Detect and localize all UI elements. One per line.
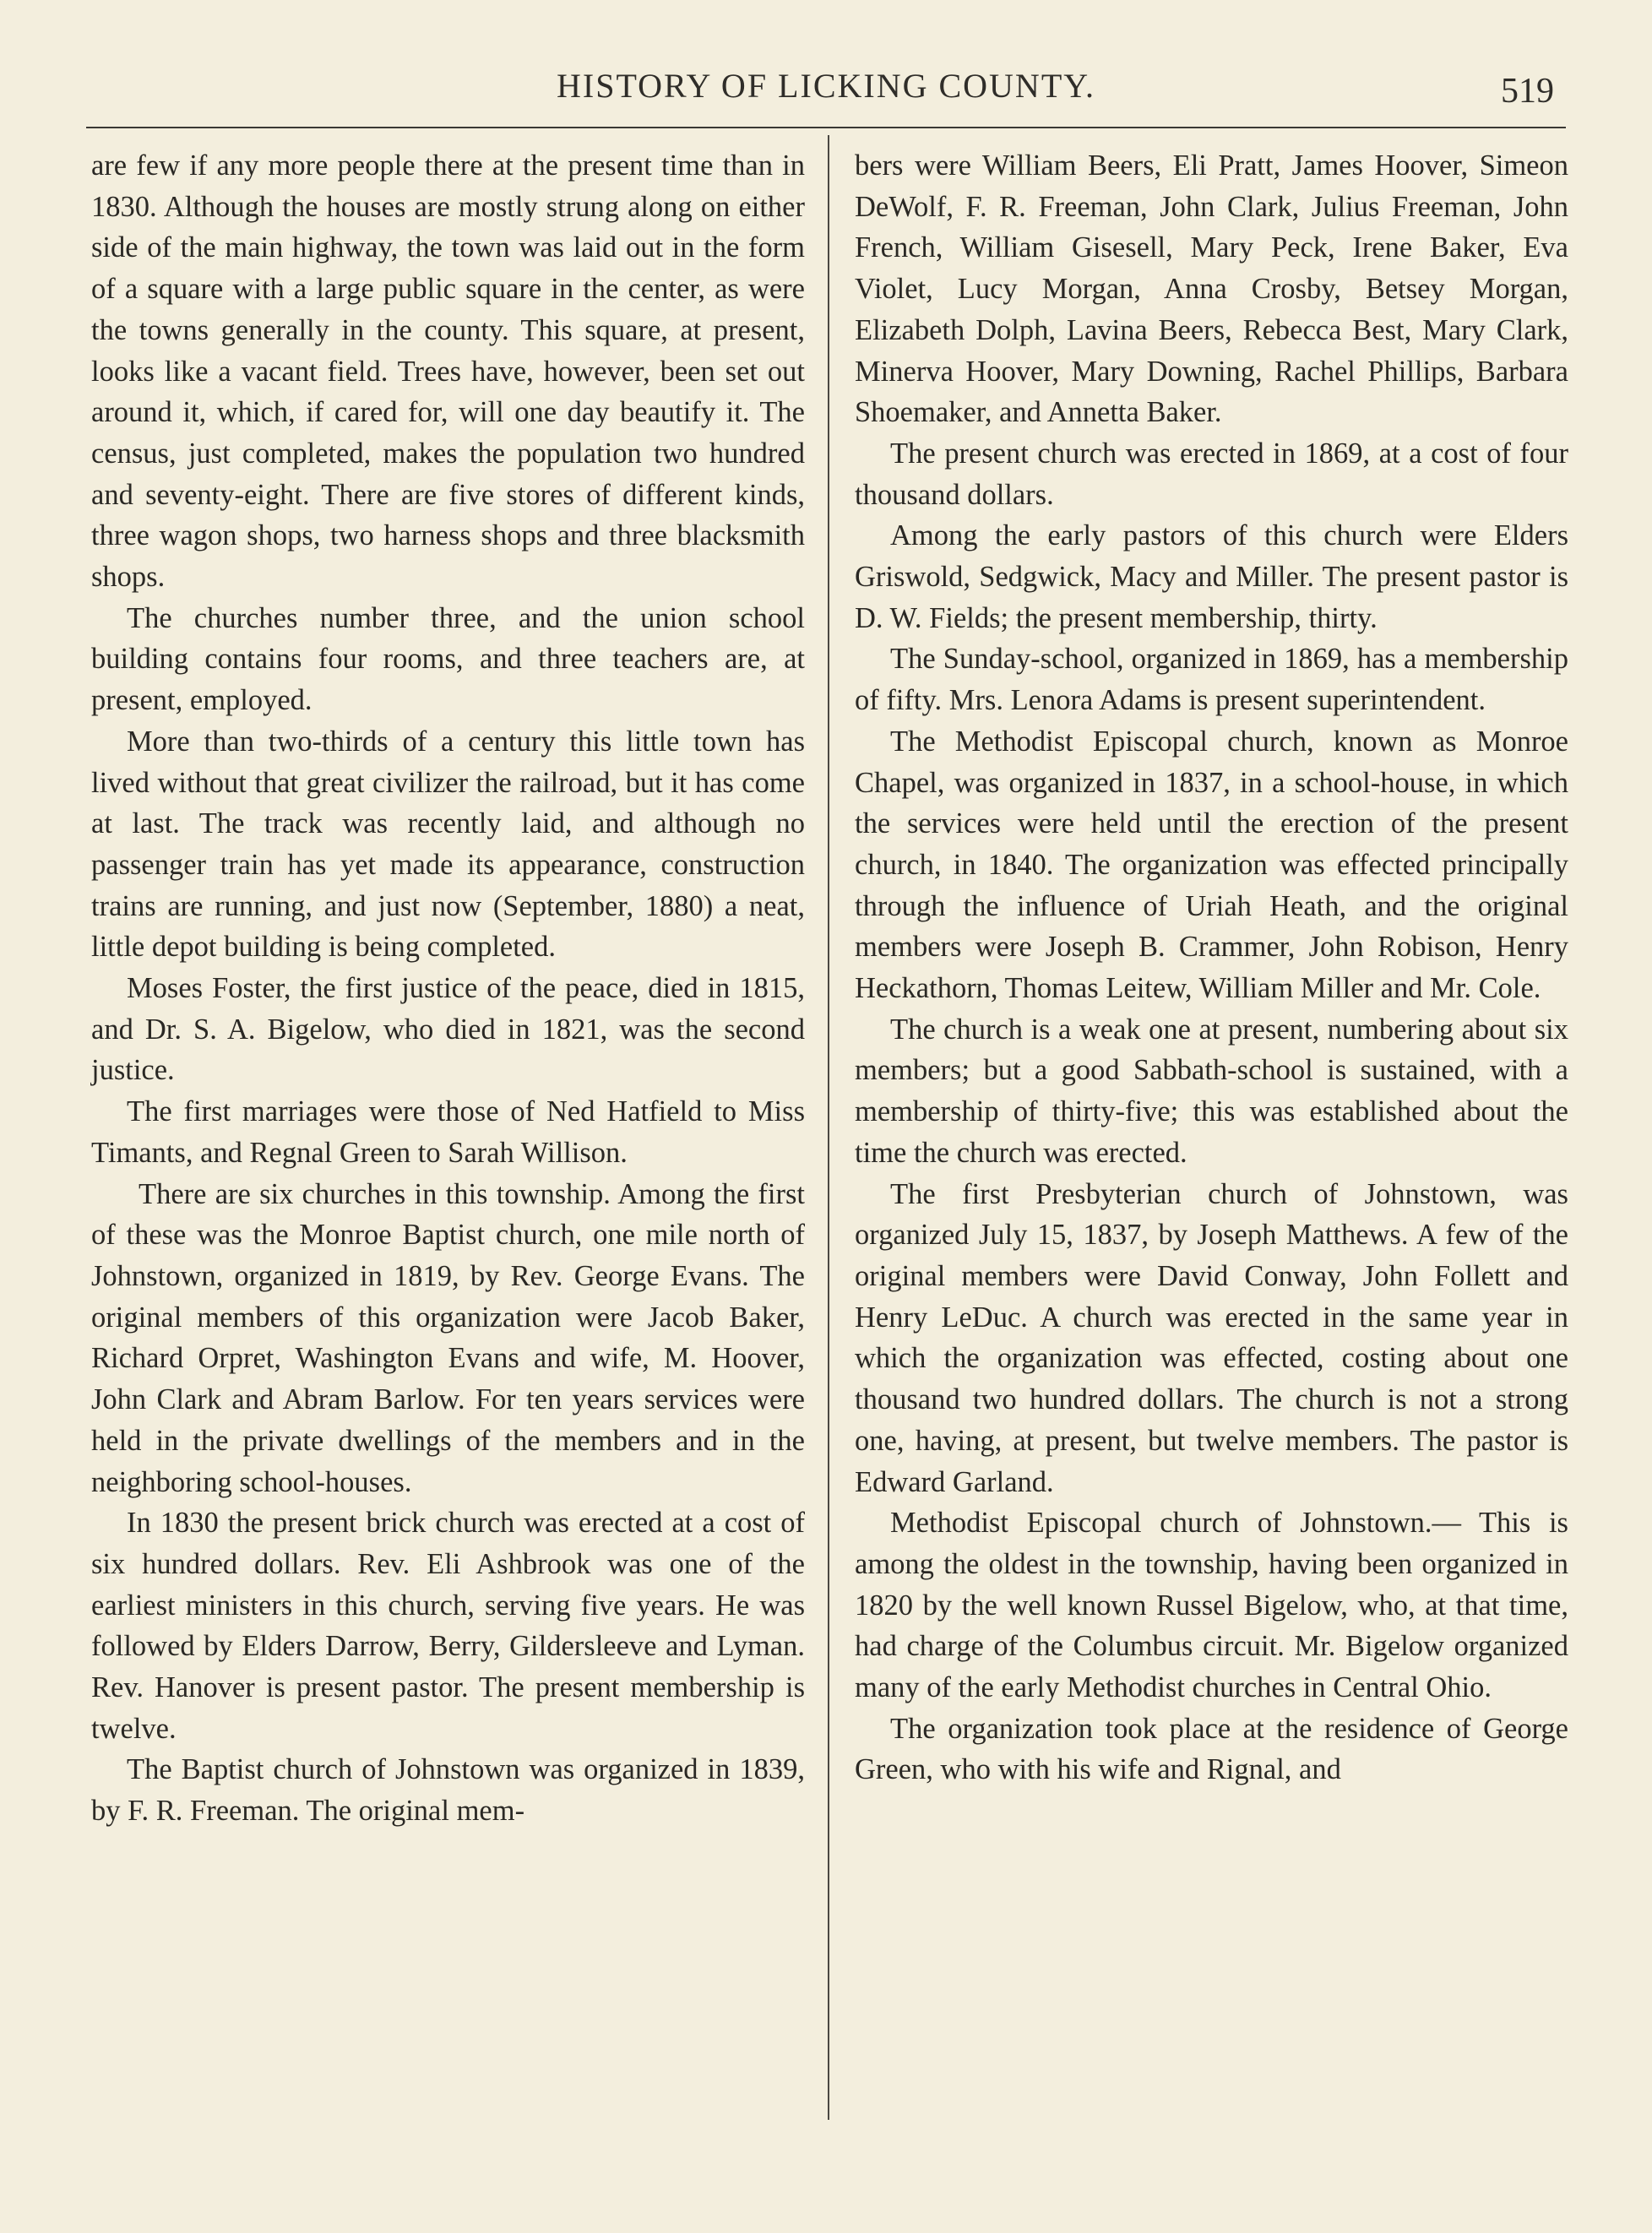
paragraph: are few if any more people there at the present time than in 1830. Although the houses are mostly strung along on either side of the main highway, the town was laid out in the form of a square with a large public square in the center, as were the towns generally in the county. This square, at present, looks like a vacant field. Trees have, however, been set out around it, which, if cared for, will one day beautify it. The census, just completed, makes the population two hundred and seventy-eight. There are five stores of different kinds, three wagon shops, two harness shops and three blacksmith shops. <box>91 149 805 594</box>
paragraph: There are six churches in this township. Among the first of these was the Monroe Baptist church, one mile north of Johnstown, organized in 1819, by Rev. George Evans. The original members of this organization were Jacob Baker, Richard Orpret, Washington Evans and wife, M. Hoover, John Clark and Abram Barlow. For ten years services were held in the private dwellings of the members and in the neighboring school-houses. <box>91 1177 805 1498</box>
paragraph: The churches number three, and the union school building contains four rooms, and three teachers are, at present, employed. <box>91 601 805 717</box>
paragraph: The present church was erected in 1869, at a cost of four thousand dollars. <box>855 437 1568 511</box>
paragraph: In 1830 the present brick church was erected at a cost of six hundred dollars. Rev. Eli Ashbrook was one of the earliest ministers in this church, serving five years. He was followed by Elders Darrow, Berry, Gildersleeve and Lyman. Rev. Hanover is present pastor. The present membership is twelve. <box>91 1507 805 1745</box>
paragraph: Among the early pastors of this church were Elders Griswold, Sedgwick, Macy and Miller. The present pastor is D. W. Fields; the present membership, thirty. <box>855 519 1568 634</box>
paragraph: More than two-thirds of a century this little town has lived without that great civilizer the railroad, but it has come at last. The track was recently laid, and although no passenger train has yet made its appearance, construction trains are running, and just now (September, 1880) a neat, little depot building is being completed. <box>91 725 805 964</box>
paragraph: The first Presbyterian church of Johnstown, was organized July 15, 1837, by Joseph Matthews. A few of the original members were David Conway, John Follett and Henry LeDuc. A church was erected in the same year in which the organization was effected, costing about one thousand two hundred dollars. The church is not a strong one, having, at present, but twelve members. The pastor is Edward Garland. <box>855 1177 1568 1498</box>
paragraph: The Baptist church of Johnstown was organized in 1839, by F. R. Freeman. The original mem- <box>91 1753 805 1828</box>
right-column <box>855 145 1568 1790</box>
paragraph: The Methodist Episcopal church, known as Monroe Chapel, was organized in 1837, in a school-house, in which the services were held until the erection of the present church, in 1840. The organization was effected principally through the influence of Uriah Heath, and the original members were Joseph B. Crammer, John Robison, Henry Heckathorn, Thomas Leitew, William Miller and Mr. Cole. <box>855 725 1568 1005</box>
left-column <box>91 145 805 1832</box>
paragraph: The first marriages were those of Ned Hatfield to Miss Timants, and Regnal Green to Sarah Willison. <box>91 1095 805 1169</box>
paragraph: bers were William Beers, Eli Pratt, James Hoover, Simeon DeWolf, F. R. Freeman, John Clark, Julius Freeman, John French, William Gisesell, Mary Peck, Irene Baker, Eva Violet, Lucy Morgan, Anna Crosby, Betsey Morgan, Elizabeth Dolph, Lavina Beers, Rebecca Best, Mary Clark, Minerva Hoover, Mary Downing, Rachel Phillips, Barbara Shoemaker, and Annetta Baker. <box>855 149 1568 429</box>
paragraph: The church is a weak one at present, numbering about six members; but a good Sabbath-school is sustained, with a membership of thirty-five; this was established about the time the church was erected. <box>855 1013 1568 1169</box>
header-rule <box>86 127 1566 128</box>
running-head: HISTORY OF LICKING COUNTY. <box>557 67 1095 105</box>
paragraph: The Sunday-school, organized in 1869, has a membership of fifty. Mrs. Lenora Adams is present superintendent. <box>855 643 1568 717</box>
paragraph: Methodist Episcopal church of Johnstown.— This is among the oldest in the township, having been organized in 1820 by the well known Russel Bigelow, who, at that time, had charge of the Columbus circuit. Mr. Bigelow organized many of the early Methodist churches in Central Ohio. <box>855 1507 1568 1704</box>
paragraph: The organization took place at the residence of George Green, who with his wife and Rignal, and <box>855 1712 1568 1786</box>
column-divider <box>828 135 829 2120</box>
paragraph: Moses Foster, the first justice of the peace, died in 1815, and Dr. S. A. Bigelow, who died in 1821, was the second justice. <box>91 972 805 1087</box>
page-number: 519 <box>1501 72 1554 111</box>
